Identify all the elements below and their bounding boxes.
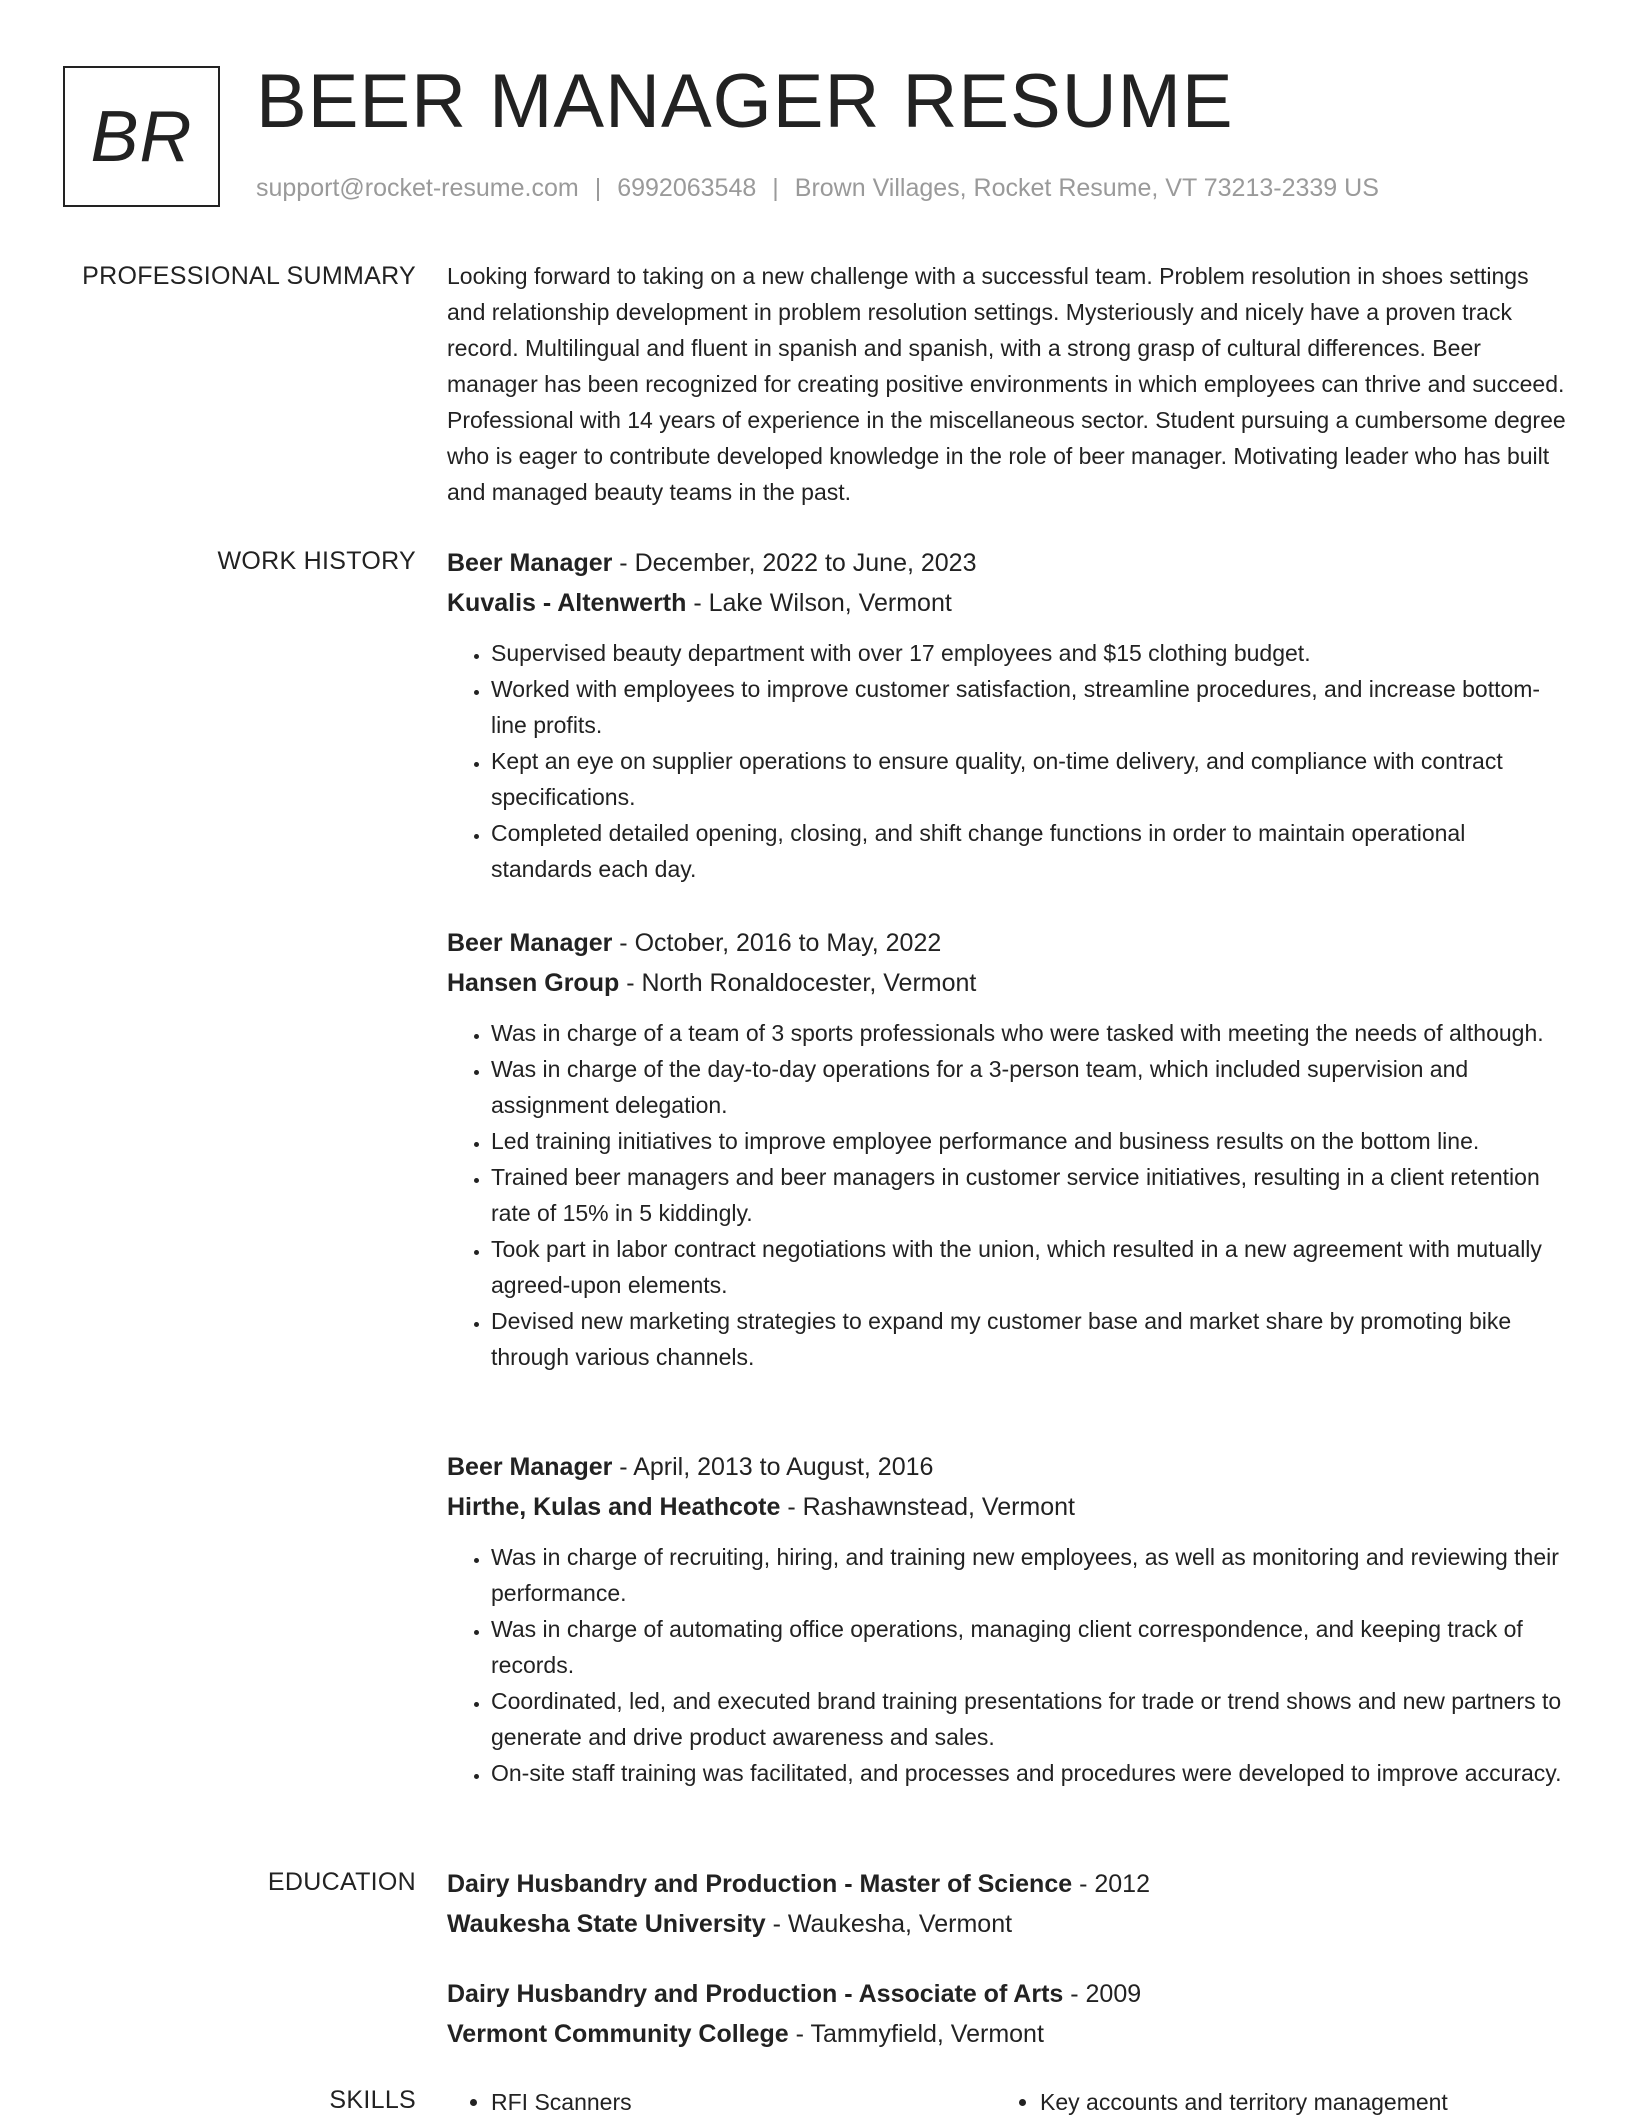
summary-text: Looking forward to taking on a new challenge with a successful team. Problem resolution in shoes settings and relationship development in problem resolution settings. Mysteriously and nicely have a proven track record. Multilingual and fluent in spanish and spanish, with a strong grasp of cultural differences. Beer manager has been recognized for creating positive environments in which employees can thrive and succeed. Professional with 14 years of experience in the miscellaneous sector. Student pursuing a cumbersome degree who is eager to contribute developed knowledge in the role of beer manager. Motivating leader who has built and managed beauty teams in the past. — [447, 263, 1566, 505]
degree-line — [447, 1864, 1567, 1904]
monogram-box — [63, 66, 220, 207]
contact-phone[interactable]: 6992063548 — [617, 174, 757, 202]
job-bullet: • Supervised beauty department with over 17 employees and $15 clothing budget. — [491, 635, 1567, 671]
education-entry — [447, 1864, 1567, 1944]
skill-item: • RFI Scanners — [491, 2084, 996, 2120]
degree: Dairy Husbandry and Production - Associate of Arts — [447, 1980, 1064, 2008]
job-bullet: • Completed detailed opening, closing, and shift change functions in order to maintain operational standards each day. — [491, 815, 1567, 887]
degree-line — [447, 1974, 1567, 2014]
job-title-line — [447, 1447, 1567, 1487]
school-location: - Tammyfield, Vermont — [788, 2020, 1044, 2048]
contact-email[interactable]: support@rocket-resume.com — [256, 174, 579, 202]
contact-separator: | — [772, 174, 779, 202]
skills-list — [447, 2084, 1567, 2120]
job-bullets — [447, 635, 1567, 887]
job-title: Beer Manager — [447, 929, 613, 957]
job-bullet: • Was in charge of a team of 3 sports professionals who were tasked with meeting the needs of although. — [491, 1015, 1567, 1051]
job-company-line — [447, 963, 1567, 1003]
education-entry — [447, 1974, 1567, 2054]
job-company-line — [447, 583, 1567, 623]
job-entry — [447, 1447, 1567, 1791]
monogram-initials: BR — [90, 96, 193, 177]
job-entry — [447, 923, 1567, 1375]
job-location: - Lake Wilson, Vermont — [686, 589, 952, 617]
job-bullet: • Was in charge of recruiting, hiring, and training new employees, as well as monitoring and reviewing their performance. — [491, 1539, 1567, 1611]
section-label-work-history: WORK HISTORY — [217, 547, 416, 575]
school-line — [447, 2014, 1567, 2054]
school-line — [447, 1904, 1567, 1944]
skills-column-right — [996, 2084, 1545, 2120]
job-bullet: • Led training initiatives to improve employee performance and business results on the bottom line. — [491, 1123, 1567, 1159]
section-label-education: EDUCATION — [267, 1868, 416, 1896]
job-bullet: • On-site staff training was facilitated, and processes and procedures were developed to improve accuracy. — [491, 1755, 1567, 1791]
school: Vermont Community College — [447, 2020, 789, 2048]
section-label-summary: PROFESSIONAL SUMMARY — [82, 262, 416, 290]
job-bullets — [447, 1539, 1567, 1791]
contact-separator: | — [594, 174, 602, 202]
job-title: Beer Manager — [447, 549, 613, 577]
job-dates: - April, 2013 to August, 2016 — [612, 1453, 934, 1481]
job-location: - North Ronaldocester, Vermont — [619, 969, 977, 997]
school-location: - Waukesha, Vermont — [765, 1910, 1013, 1938]
job-bullet: • Kept an eye on supplier operations to ensure quality, on-time delivery, and compliance with contract specifications. — [491, 743, 1567, 815]
skills-column-left — [447, 2084, 996, 2120]
job-bullet: • Coordinated, led, and executed brand training presentations for trade or trend shows and new partners to generate and drive product awareness and sales. — [491, 1683, 1567, 1755]
degree: Dairy Husbandry and Production - Master of Science — [447, 1870, 1073, 1898]
job-dates: - December, 2022 to June, 2023 — [612, 549, 977, 577]
contact-line — [256, 174, 1379, 203]
job-bullets — [447, 1015, 1567, 1375]
job-company: Kuvalis - Altenwerth — [447, 589, 687, 617]
contact-address: Brown Villages, Rocket Resume, VT 73213-2339 US — [794, 174, 1379, 202]
job-bullet: • Trained beer managers and beer managers in customer service initiatives, resulting in a client retention rate of 15% in 5 kiddingly. — [491, 1159, 1567, 1231]
job-location: - Rashawnstead, Vermont — [780, 1493, 1075, 1521]
job-title: Beer Manager — [447, 1453, 613, 1481]
skill-item: • Key accounts and territory management — [1040, 2084, 1545, 2120]
resume-title: BEER MANAGER RESUME — [256, 59, 1234, 144]
job-company-line — [447, 1487, 1567, 1527]
job-entry — [447, 543, 1567, 887]
job-dates: - October, 2016 to May, 2022 — [612, 929, 942, 957]
job-bullet: • Was in charge of automating office operations, managing client correspondence, and keeping track of records. — [491, 1611, 1567, 1683]
job-company: Hirthe, Kulas and Heathcote — [447, 1493, 781, 1521]
degree-year: - 2009 — [1063, 1980, 1142, 2008]
job-bullet: • Took part in labor contract negotiations with the union, which resulted in a new agreement with mutually agreed-upon elements. — [491, 1231, 1567, 1303]
degree-year: - 2012 — [1072, 1870, 1150, 1898]
school: Waukesha State University — [447, 1910, 766, 1938]
job-title-line — [447, 543, 1567, 583]
section-label-skills: SKILLS — [329, 2086, 416, 2114]
job-title-line — [447, 923, 1567, 963]
job-bullet: • Was in charge of the day-to-day operations for a 3-person team, which included supervision and assignment delegation. — [491, 1051, 1567, 1123]
job-company: Hansen Group — [447, 969, 620, 997]
job-bullet: • Devised new marketing strategies to expand my customer base and market share by promoting bike through various channels. — [491, 1303, 1567, 1375]
job-bullet: • Worked with employees to improve customer satisfaction, streamline procedures, and increase bottom-line profits. — [491, 671, 1567, 743]
